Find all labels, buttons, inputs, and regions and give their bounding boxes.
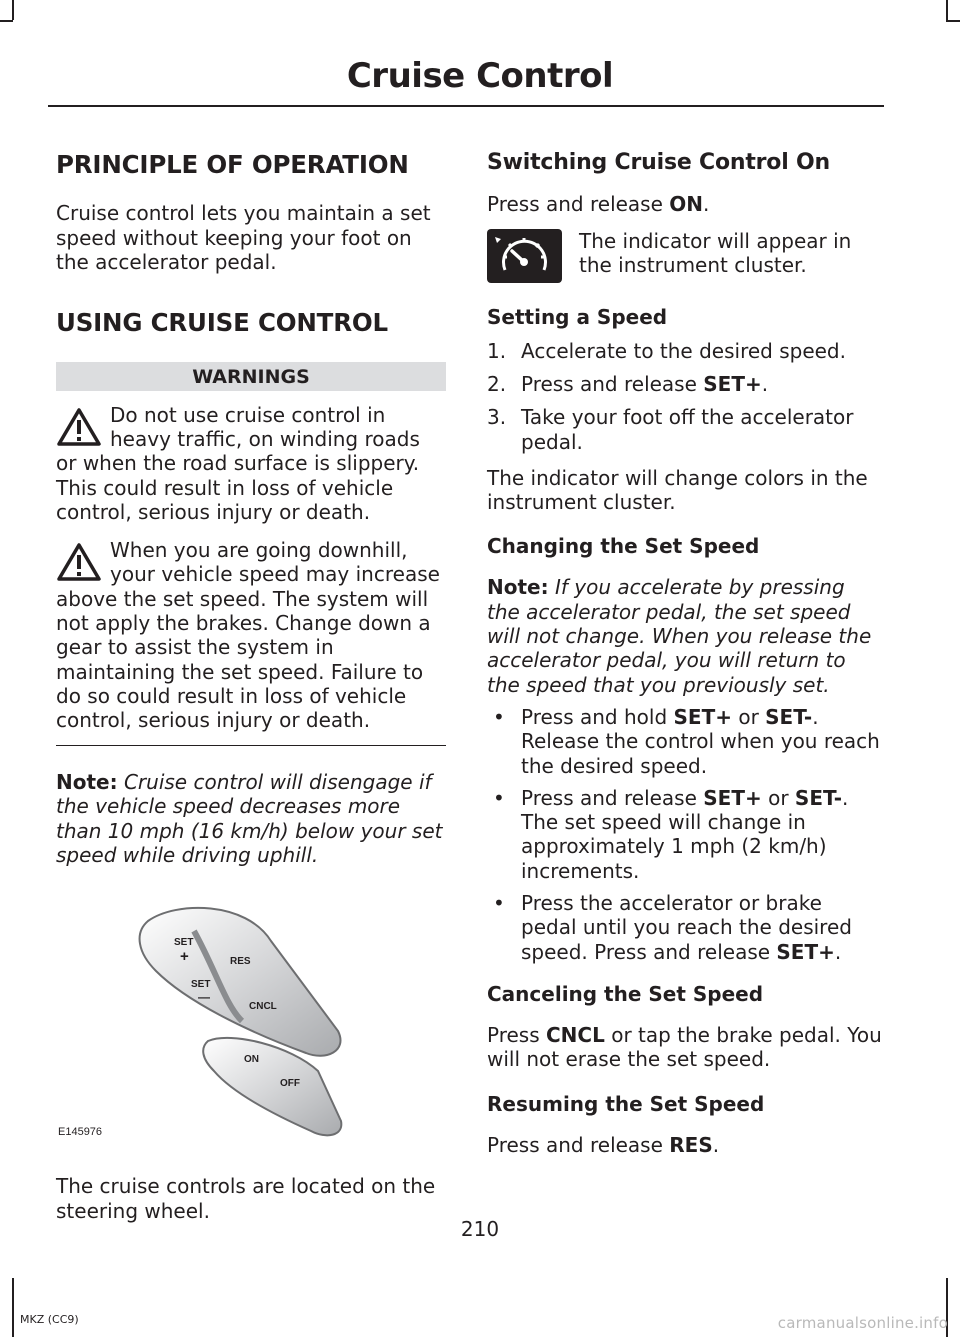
header-rule (48, 105, 884, 107)
subheading-resuming: Resuming the Set Speed (487, 1091, 765, 1116)
off-label: OFF (280, 1078, 300, 1090)
bullet-text: Press and hold (521, 704, 674, 729)
crop-mark (946, 0, 948, 20)
figure-code: E145976 (58, 1126, 103, 1139)
left-column (56, 150, 446, 1223)
upper-switch-housing (140, 908, 341, 1056)
section-heading-using: USING CRUISE CONTROL (56, 308, 388, 338)
bullet-text: or (761, 785, 795, 810)
press-on-pre: Press and release (487, 192, 670, 217)
cancel-paragraph (487, 1023, 882, 1072)
note-label: Note: (487, 575, 549, 600)
warning-item (56, 403, 446, 524)
note-label: Note: (56, 770, 118, 795)
cruise-control-indicator-icon (487, 229, 562, 283)
page-number: 210 (460, 1217, 500, 1241)
note-text: If you accelerate by pressing the accelerator pedal, the set speed will not change. When you release the accelerator pedal, you will return to the speed that you previously set. (487, 575, 872, 697)
step-text: Accelerate to the desired speed. (521, 338, 846, 363)
crop-mark (12, 0, 14, 20)
bullet-mark: • (493, 785, 505, 810)
subheading-setting: Setting a Speed (487, 304, 668, 329)
press-on-post: . (703, 192, 710, 217)
resume-pre: Press and release (487, 1132, 670, 1157)
watermark-site: carmanualsonline.info (777, 1314, 948, 1332)
cncl-key: CNCL (546, 1022, 605, 1047)
indicator-row (487, 229, 882, 283)
section-heading-principle: PRINCIPLE OF OPERATION (56, 150, 409, 179)
step-number: 3. (487, 405, 507, 430)
bullet-text: Press and release (521, 785, 704, 810)
note-text: Cruise control will disengage if the vehicle speed decreases more than 10 mph (16 km/h) below your set speed while driving uphill. (56, 770, 443, 867)
step-text: Take your foot off the accelerator pedal. (521, 405, 854, 454)
cancel-pre: Press (487, 1022, 546, 1047)
bullet-text: . (834, 939, 842, 964)
warnings-end-rule (56, 745, 446, 747)
principle-text: Cruise control lets you maintain a set speed without keeping your foot on the accelerator pedal. (56, 201, 431, 274)
resume-paragraph (487, 1133, 882, 1157)
crop-mark (946, 20, 960, 22)
crop-mark (12, 1278, 14, 1337)
warnings-header: WARNINGS (56, 362, 446, 391)
warning-triangle-icon (56, 542, 102, 582)
setting-steps (487, 339, 882, 454)
res-key: RES (669, 1132, 713, 1157)
step-text: Press and release (521, 371, 704, 396)
step-text-post: . (761, 371, 769, 396)
bullet-text: . Release the control when you reach the desired speed. (521, 704, 880, 778)
warning-item (56, 538, 446, 732)
bullet-text: Press the accelerator or brake pedal until you reach the desired speed. Press and release (521, 891, 852, 964)
cruise-control-switches-figure (56, 881, 446, 1156)
list-item (487, 339, 882, 363)
warning-triangle-icon (56, 407, 102, 447)
set-minus-key: SET- (794, 785, 842, 810)
bullet-mark: • (493, 891, 505, 916)
list-item (487, 891, 882, 964)
changing-bullets (487, 705, 882, 964)
res-label: RES (230, 956, 251, 968)
list-item (487, 405, 882, 454)
list-item (487, 786, 882, 883)
list-item (487, 705, 882, 778)
minus-symbol: — (198, 990, 210, 1005)
set-plus-key: SET+ (703, 371, 762, 396)
set-minus-label: SET (191, 979, 211, 991)
plus-symbol: + (180, 948, 189, 966)
warning-text-1: Do not use cruise control in heavy traffic, on winding roads or when the road surface is slippery. This could result in loss of vehicle control, serious injury or death. (56, 402, 420, 524)
set-plus-key: SET+ (703, 785, 762, 810)
bullet-text: . The set speed will change in approximately 1 mph (2 km/h) increments. (521, 785, 849, 883)
step-number: 2. (487, 371, 507, 396)
list-item (487, 372, 882, 396)
bullet-mark: • (493, 704, 505, 729)
right-column (487, 150, 882, 1157)
resume-post: . (712, 1132, 720, 1157)
crop-mark (0, 20, 13, 22)
cancel-post: or tap the brake pedal. You will not erase the set speed. (487, 1022, 882, 1072)
press-on-paragraph (487, 192, 882, 216)
indicator-change-text: The indicator will change colors in the instrument cluster. (487, 465, 868, 515)
note-paragraph (487, 575, 882, 696)
on-label: ON (244, 1054, 259, 1066)
indicator-text: The indicator will appear in the instrument cluster. (579, 228, 852, 277)
step-number: 1. (487, 338, 507, 363)
cncl-label: CNCL (249, 1001, 277, 1013)
set-plus-key: SET+ (673, 704, 732, 729)
location-text: The cruise controls are located on the steering wheel. (56, 1174, 436, 1223)
set-plus-key: SET+ (776, 939, 835, 964)
set-plus-label: SET (174, 937, 194, 949)
note-paragraph (56, 770, 446, 867)
subheading-changing: Changing the Set Speed (487, 534, 760, 559)
model-code: MKZ (CC9) (20, 1313, 79, 1326)
subheading-canceling: Canceling the Set Speed (487, 981, 764, 1006)
section-heading-switching: Switching Cruise Control On (487, 150, 830, 175)
on-key: ON (669, 192, 704, 217)
warning-text-2: When you are going downhill, your vehicle speed may increase above the set speed. The system will not apply the brakes. Change down a gear to assist the system in maintaining the set speed. Failure to do so could result in loss of vehicle control, serious injury or death. (56, 538, 440, 733)
page-header-title: Cruise Control (346, 56, 614, 96)
bullet-text: or (731, 704, 766, 729)
set-minus-key: SET- (765, 704, 813, 729)
